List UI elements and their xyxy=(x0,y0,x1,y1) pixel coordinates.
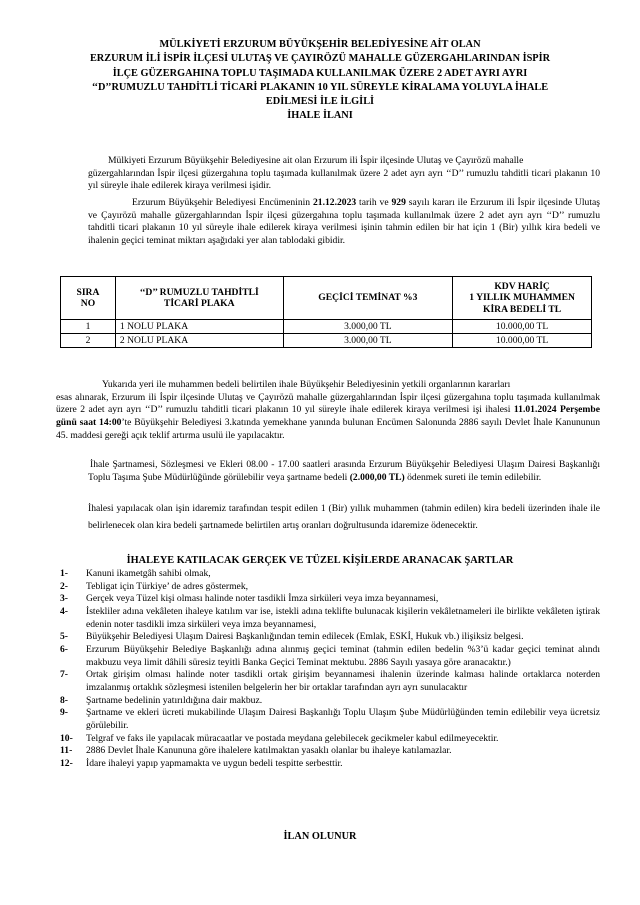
decision-number: 929 xyxy=(391,197,406,208)
decision-date: 21.12.2023 xyxy=(313,197,357,208)
cell-plate: 2 NOLU PLAKA xyxy=(115,334,283,348)
decision-paragraph xyxy=(88,197,600,248)
cell-rent: 10.000,00 TL xyxy=(453,320,592,334)
tender-lead-text: Yukarıda yeri ile muhammen bedeli belirtilen ihale Büyükşehir Belediyesinin yetkili organlarının kararları xyxy=(102,379,511,390)
specs-text-pre: İhale Şartnamesi, Sözleşmesi ve Ekleri 08.00 - 17.00 saatleri arasında Erzurum Büyükşehir Belediyesi Ulaşım Dairesi Başkanlığı Toplu Taşıma Şube Müdürlüğünde görülebilir veya şartname bedeli xyxy=(88,459,600,483)
title-line: ‘‘D’’RUMUZLU TAHDİTLİ TİCARİ PLAKANIN 10 YIL SÜREYLE KİRALAMA YOLUYLA İHALE xyxy=(91,81,549,93)
list-item: 9- Şartname ve ekleri ücreti mukabilinde Ulaşım Dairesi Başkanlığı Toplu Ulaşım Şube Müdürlüğünden temin edilebilir veya ücretsiz görülebilir. xyxy=(60,707,600,731)
specs-fee: (2.000,00 TL) xyxy=(349,471,405,483)
list-item: 12- İdare ihaleyi yapıp yapmamakta ve uygun bedeli tespitte serbesttir. xyxy=(60,757,343,769)
title-line: İLÇE GÜZERGAHINA TOPLU TAŞIMADA KULLANILMAK ÜZERE 2 ADET AYRI AYRI xyxy=(112,67,528,79)
rent-increase-paragraph: İhalesi yapılacak olan işin idaremiz tarafından tespit edilen 1 (Bir) yıllık muhammen (tahmin edilen) kira bedeli üzerinden ihale ile belirlenecek olan kira bedeli şartnamede belirtilen artış oranları doğrultusunda idaremize ödenecektir. xyxy=(88,503,600,531)
specs-paragraph xyxy=(88,459,600,484)
cell-rent: 10.000,00 TL xyxy=(453,334,592,348)
title-line: EDİLMESİ İLE İLGİLİ xyxy=(265,96,375,108)
title-line: İHALE İLANI xyxy=(287,110,353,122)
decision-text-mid: tarih ve xyxy=(356,197,392,208)
title-line: ERZURUM İLİ İSPİR İLÇESİ ULUTAŞ VE ÇAYIRÖZÜ MAHALLE GÜZERGAHLARINDAN İSPİR xyxy=(89,53,551,65)
table-row xyxy=(61,320,592,334)
header-sira-no: SIRA NO xyxy=(61,277,116,320)
list-item: 5- Büyükşehir Belediyesi Ulaşım Dairesi Başkanlığından temin edilecek (Emlak, ESKİ, Hukuk vb.) ilişiksiz belgesi. xyxy=(60,631,524,643)
header-rent: KDV HARİÇ 1 YILLIK MUHAMMEN KİRA BEDELİ TL xyxy=(453,277,592,320)
list-item: 4- İstekliler adına vekâleten ihaleye katılım var ise, istekli adına teklifte bulunacak kişilerin vekâletnameleri ile birlikte vekâleten iştirak edenin noter tasdikli imza sirküleri veya imza beyannamesi, xyxy=(60,605,600,630)
cell-no: 2 xyxy=(61,334,116,348)
cell-no: 1 xyxy=(61,320,116,334)
table-row xyxy=(61,334,592,348)
tender-text-post: ’te Büyükşehir Belediyesi 3.katında yemekhane yanında bulunan Encümen Salonunda 2886 sayılı Devlet İhale Kanununun 45. maddesi gereği açık teklif artırma usulü ile yapılacaktır. xyxy=(56,416,600,441)
list-item: 2- Tebligat için Türkiye’ de adres göstermek, xyxy=(60,580,249,592)
list-item: 11- 2886 Devlet İhale Kanununa göre ihalelere katılmaktan yasaklı olanlar bu ihaleye katılamazlar. xyxy=(60,745,452,757)
plate-table xyxy=(60,276,592,348)
header-deposit: GEÇİCİ TEMİNAT %3 xyxy=(283,277,453,320)
cell-plate: 1 NOLU PLAKA xyxy=(115,320,283,334)
tender-text-pre: esas alınarak, Erzurum ili İspir ilçesinde Ulutaş ve Çayırözü mahalle güzergahlarından İspir ilçesi güzergahına toplu taşımada kullanılmak üzere 2 adet ayrı ayrı ‘‘D’’ rumuzlu tahditli ticari plakanın 10 yıl süreyle ihale edilerek kiraya verilmesi işi ihalesi xyxy=(56,391,600,416)
tender-paragraph xyxy=(56,379,600,442)
list-item: 1- Kanuni ikametgâh sahibi olmak, xyxy=(60,568,211,579)
list-item: 6- Erzurum Büyükşehir Belediye Başkanlığı adına alınmış geçici teminat (tahmin edilen bedelin %3’ü kadar geçici teminat alındı makbuzu veya limit dâhili süresiz teyitli Banka Geçici Teminat mektubu. 2886 Sayılı yasaya göre aranacaktır.) xyxy=(60,643,600,668)
conditions-list xyxy=(60,568,600,771)
cell-deposit: 3.000,00 TL xyxy=(283,334,453,348)
specs-text-post: ödenmek sureti ile temin edilebilir. xyxy=(404,471,542,483)
title-line: MÜLKİYETİ ERZURUM BÜYÜKŞEHİR BELEDİYESİNE AİT OLAN xyxy=(159,39,481,50)
conditions-heading: İHALEYE KATILACAK GERÇEK VE TÜZEL KİŞİLERDE ARANACAK ŞARTLAR xyxy=(126,555,514,566)
list-item: 7- Ortak girişim olması halinde noter tasdikli ortak girişim beyannamesi ihalenin üzerinde kalması halinde ortaklarca noterden imzalanmış ortaklık sözleşmesi istenilen belgelerin her bir ortaklar tarafından ayrı ayrı sunulacaktır xyxy=(60,669,600,693)
list-item: 3- Gerçek veya Tüzel kişi olması halinde noter tasdikli İmza sirküleri veya imza beyannamesi, xyxy=(60,593,439,605)
list-item: 10- Telgraf ve faks ile yapılacak müracaatlar ve postada meydana gelebilecek gecikmeler kabul edilmeyecektir. xyxy=(60,732,499,744)
table-header-row xyxy=(61,277,592,320)
decision-text-post: sayılı kararı ile Erzurum ili İspir ilçesinde Ulutaş ve Çayırözü mahalle güzergahlarından İspir ilçesi güzergahına toplu taşımada kullanılmak üzere 2 adet ayrı ayrı ‘‘D’’ rumuzlu tahditli ticari plakanın 10 yıl süreyle ihale edilerek kiraya verilmesi işinin tahmin edilen bir hat için 1 (Bir) yıllık kira bedeli ve ihalenin geçici teminat miktarı aşağıdaki yer alan tablodaki gibidir. xyxy=(88,197,600,246)
cell-deposit: 3.000,00 TL xyxy=(283,320,453,334)
intro-body-text: güzergahlarından İspir ilçesi güzergahına toplu taşımada kullanılmak üzere 2 adet ayrı ayrı ‘‘D’’ rumuzlu tahditli ticari plakanın 10 yıl süreyle ihale edilerek kiraya verilmesi işidir. xyxy=(88,167,600,192)
announcement-title xyxy=(70,38,570,124)
decision-text-pre: Erzurum Büyükşehir Belediyesi Encümeninin xyxy=(132,197,313,208)
closing-statement: İLAN OLUNUR xyxy=(283,831,357,842)
intro-paragraph xyxy=(88,155,600,193)
intro-lead-text: Mülkiyeti Erzurum Büyükşehir Belediyesine ait olan Erzurum ili İspir ilçesinde Ulutaş ve Çayırözü mahalle xyxy=(108,155,524,166)
header-plate: ‘‘D’’ RUMUZLU TAHDİTLİ TİCARİ PLAKA xyxy=(115,277,283,320)
list-item: 8- Şartname bedelinin yatırıldığına dair makbuz. xyxy=(60,694,263,706)
tender-datetime: 11.01.2024 Perşembe günü saat 14:00 xyxy=(56,404,600,428)
